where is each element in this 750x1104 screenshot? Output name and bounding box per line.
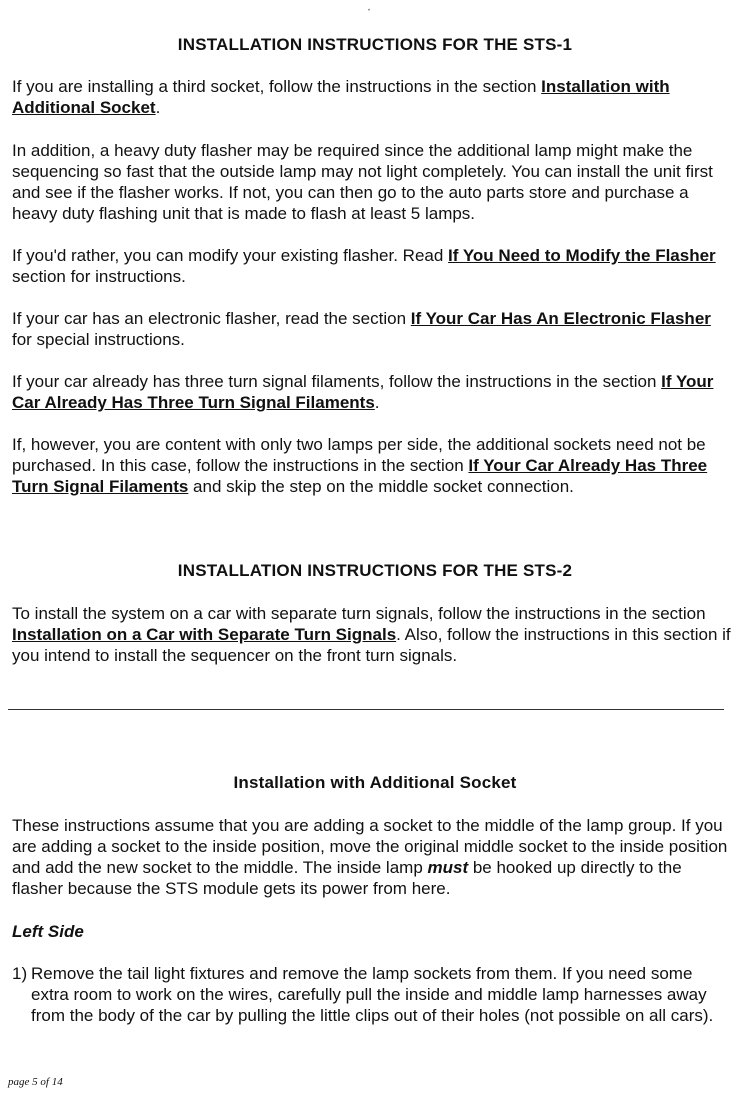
sts2-paragraph-1: [12, 603, 732, 666]
sts1-p2-text: In addition, a heavy duty flasher may be required since the additional lamp might make the sequencing so fast that the outside lamp may not light completely. You can install the unit first and see if the flasher works. If not, you can then go to the auto parts store and purchase a heavy duty flashing unit that is made to flash at least 5 lamps.: [12, 141, 713, 223]
step-1-text: Remove the tail light fixtures and remove the lamp sockets from them. If you need some extra room to work on the wires, carefully pull the inside and middle lamp harnesses away from the body of the car by pulling the little clips out of their holes (not possible on all cars).: [31, 964, 714, 1025]
page-number: page 5 of 14: [8, 1076, 63, 1088]
step-number: 1): [12, 964, 28, 983]
sts2-p1-text: To install the system on a car with separate turn signals, follow the instructions in the section: [12, 604, 706, 623]
sts1-paragraph-1: [12, 76, 732, 118]
section-ref-three-filaments: If Your Car Already Has Three Turn Signal Filaments: [12, 372, 714, 412]
sts1-paragraph-3: [12, 245, 732, 287]
sts1-p1-text: If you are installing a third socket, follow the instructions in the section: [12, 77, 542, 96]
sts1-p4-text-end: for special instructions.: [12, 330, 185, 349]
step-1: [12, 963, 732, 1026]
scan-speck: •: [368, 8, 371, 14]
sts1-paragraph-4: [12, 308, 732, 350]
section-ref-separate-turn-signals: Installation on a Car with Separate Turn Signals: [12, 625, 397, 644]
sts1-p5-text-end: .: [374, 393, 380, 412]
intro-text: These instructions assume that you are adding a socket to the middle of the lamp group. If you are adding a socket to the inside position, move the original middle socket to the inside position and add the new socket to the middle. The inside lamp: [12, 816, 728, 877]
intro-text-end: be hooked up directly to the flasher because the STS module gets its power from here.: [12, 858, 682, 898]
emphasis-must: must: [427, 858, 469, 877]
sts1-p6-text: If, however, you are content with only two lamps per side, the additional sockets need not be purchased. In this case, follow the instructions in the section: [12, 435, 706, 475]
sts1-p4-text: If your car has an electronic flasher, read the section: [12, 309, 411, 328]
sts1-p5-text: If your car already has three turn signal filaments, follow the instructions in the section: [12, 372, 662, 391]
sts1-paragraph-2: [12, 140, 732, 224]
sts2-heading: INSTALLATION INSTRUCTIONS FOR THE STS-2: [177, 561, 573, 580]
section-ref-electronic-flasher: If Your Car Has An Electronic Flasher: [410, 309, 711, 328]
sts1-p6-text-end: and skip the step on the middle socket connection.: [188, 477, 574, 496]
section-ref-modify-flasher: If You Need to Modify the Flasher: [448, 246, 716, 265]
sts1-p3-text: If you'd rather, you can modify your existing flasher. Read: [12, 246, 449, 265]
section-divider: [8, 709, 724, 710]
sts1-paragraph-5: [12, 371, 732, 413]
sts1-paragraph-6: [12, 434, 732, 497]
additional-intro-paragraph: [12, 815, 732, 899]
section-ref-three-filaments-2: If Your Car Already Has Three Turn Signal Filaments: [12, 456, 708, 496]
left-side-subheading: Left Side: [12, 922, 84, 941]
additional-socket-heading: Installation with Additional Socket: [233, 773, 517, 792]
sts1-heading: INSTALLATION INSTRUCTIONS FOR THE STS-1: [177, 35, 573, 54]
sts1-p1-text-end: .: [155, 98, 161, 117]
section-ref-additional-socket: Installation with Additional Socket: [12, 77, 670, 117]
sts1-p3-text-end: section for instructions.: [12, 267, 186, 286]
sts2-p1-text-end: . Also, follow the instructions in this section if you intend to install the sequencer on the front turn signals.: [12, 625, 731, 665]
